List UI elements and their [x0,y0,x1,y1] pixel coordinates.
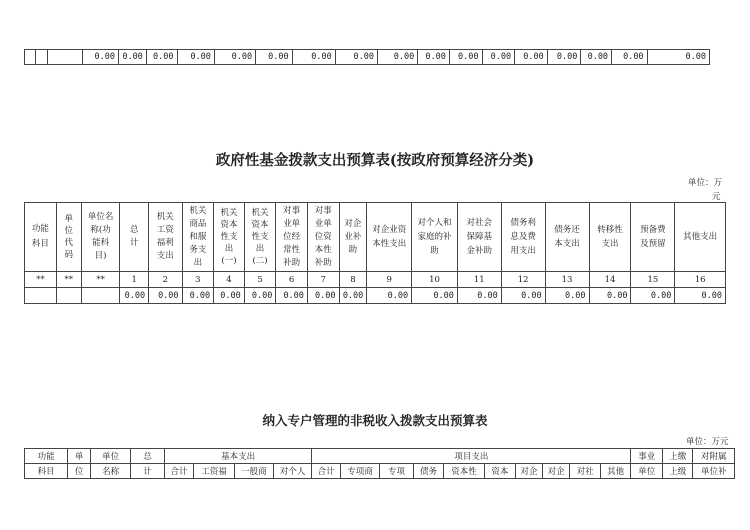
header-cell: 债务还 本支出 [545,203,589,272]
header-cell: 名称 [90,464,130,479]
header-cell: 合计 [312,464,341,479]
value-cell: 0.00 [367,288,412,304]
header-cell: 合计 [164,464,194,479]
index-cell: 8 [339,272,367,288]
header-cell: 转移性 支出 [589,203,631,272]
header-cell: 对社会 保障基 金补助 [457,203,501,272]
value-cell: 0.00 [339,288,367,304]
header-cell: 单位 [90,449,130,464]
strip-value: 0.00 [214,50,255,65]
value-cell: 0.00 [457,288,501,304]
non-tax-table [24,448,735,479]
index-cell: 1 [120,272,149,288]
value-cell: 0.00 [214,288,245,304]
header-cell: 专项商 [340,464,379,479]
header-cell: 机关 资本 性支 出 (二) [244,203,276,272]
value-cell: 0.00 [244,288,276,304]
table1-title: 政府性基金拨款支出预算表(按政府预算经济分类) [215,152,535,169]
value-cell [25,288,57,304]
strip-cell [25,50,36,65]
index-cell: ** [56,272,81,288]
strip-value: 0.00 [146,50,177,65]
index-cell: 2 [149,272,182,288]
header-cell: 单位补 [693,464,735,479]
strip-value: 0.00 [418,50,450,65]
value-cell: 0.00 [149,288,182,304]
index-cell: 3 [182,272,214,288]
value-cell: 0.00 [501,288,545,304]
strip-value: 0.00 [292,50,335,65]
strip-value: 0.00 [612,50,648,65]
header-cell: 功能 [25,449,68,464]
header-cell: 其他支出 [675,203,726,272]
value-cell: 0.00 [412,288,458,304]
header-cell: 机关 商品 和服 务支 出 [182,203,214,272]
index-cell: 9 [367,272,412,288]
header-cell: 专项 [380,464,413,479]
index-cell: 14 [589,272,631,288]
economic-class-table [24,202,726,304]
strip-value: 0.00 [449,50,482,65]
header-cell: 资本 [484,464,516,479]
header-cell: 上级 [662,464,693,479]
value-cell: 0.00 [589,288,631,304]
strip-value: 0.00 [118,50,146,65]
header-cell: 单 [68,449,91,464]
index-cell: ** [25,272,57,288]
value-cell: 0.00 [120,288,149,304]
value-cell: 0.00 [545,288,589,304]
header-cell: 对企 业补 助 [339,203,367,272]
value-cell: 0.00 [675,288,726,304]
strip-cell [48,50,82,65]
header-cell: 单位 [631,464,663,479]
value-cell: 0.00 [307,288,339,304]
header-cell: 上缴 [662,449,693,464]
continuation-strip [24,49,710,65]
header-cell: 其他 [600,464,631,479]
strip-value: 0.00 [482,50,515,65]
header-cell: 对社 [570,464,601,479]
header-cell: 对事 业单 位资 本性 补助 [307,203,339,272]
value-cell: 0.00 [631,288,675,304]
strip-value: 0.00 [377,50,417,65]
index-cell: 10 [412,272,458,288]
index-cell: 13 [545,272,589,288]
table1-unit-label: 单位：万 [688,178,723,188]
table2-title: 纳入专户管理的非税收入拨款支出预算表 [262,413,488,428]
table1-unit-label-2: 元 [712,192,721,202]
strip-value: 0.00 [256,50,292,65]
header-cell: 机关 工资 福利 支出 [149,203,182,272]
index-cell: ** [81,272,120,288]
strip-cell [35,50,47,65]
header-cell: 预备费 及预留 [631,203,675,272]
table2-unit-label: 单位：万元 [686,437,729,447]
header-cell: 位 [68,464,91,479]
header-group: 基本支出 [164,449,312,464]
strip-value: 0.00 [82,50,118,65]
header-cell: 债务 [413,464,444,479]
header-cell: 一般商 [234,464,273,479]
index-cell: 16 [675,272,726,288]
header-cell: 对个人 [274,464,312,479]
index-cell: 7 [307,272,339,288]
header-cell: 事业 [631,449,663,464]
header-cell: 单位名 称(功 能科 目) [81,203,120,272]
header-cell: 对企业资 本性支出 [367,203,412,272]
header-group: 项目支出 [312,449,631,464]
header-cell: 工资福 [194,464,234,479]
header-cell: 对附属 [693,449,735,464]
strip-value: 0.00 [581,50,612,65]
strip-value: 0.00 [515,50,548,65]
header-cell: 资本性 [444,464,484,479]
header-cell: 对企 [516,464,543,479]
header-cell: 单 位 代 码 [56,203,81,272]
header-cell: 总 [131,449,164,464]
header-cell: 科目 [25,464,68,479]
index-cell: 6 [276,272,308,288]
index-cell: 4 [214,272,245,288]
value-cell: 0.00 [182,288,214,304]
header-cell: 对企 [542,464,570,479]
header-cell: 机关 资本 性支 出 (一) [214,203,245,272]
index-cell: 15 [631,272,675,288]
header-cell: 债务利 息及费 用支出 [501,203,545,272]
value-cell [56,288,81,304]
header-cell: 对事 业单 位经 常性 补助 [276,203,308,272]
value-cell: 0.00 [276,288,308,304]
header-cell: 计 [131,464,164,479]
header-cell: 总 计 [120,203,149,272]
index-cell: 11 [457,272,501,288]
strip-value: 0.00 [647,50,709,65]
index-cell: 12 [501,272,545,288]
strip-value: 0.00 [547,50,581,65]
value-cell [81,288,120,304]
strip-value: 0.00 [177,50,214,65]
index-cell: 5 [244,272,276,288]
header-cell: 功能 科目 [25,203,57,272]
strip-value: 0.00 [335,50,377,65]
header-cell: 对个人和 家庭的补 助 [412,203,458,272]
